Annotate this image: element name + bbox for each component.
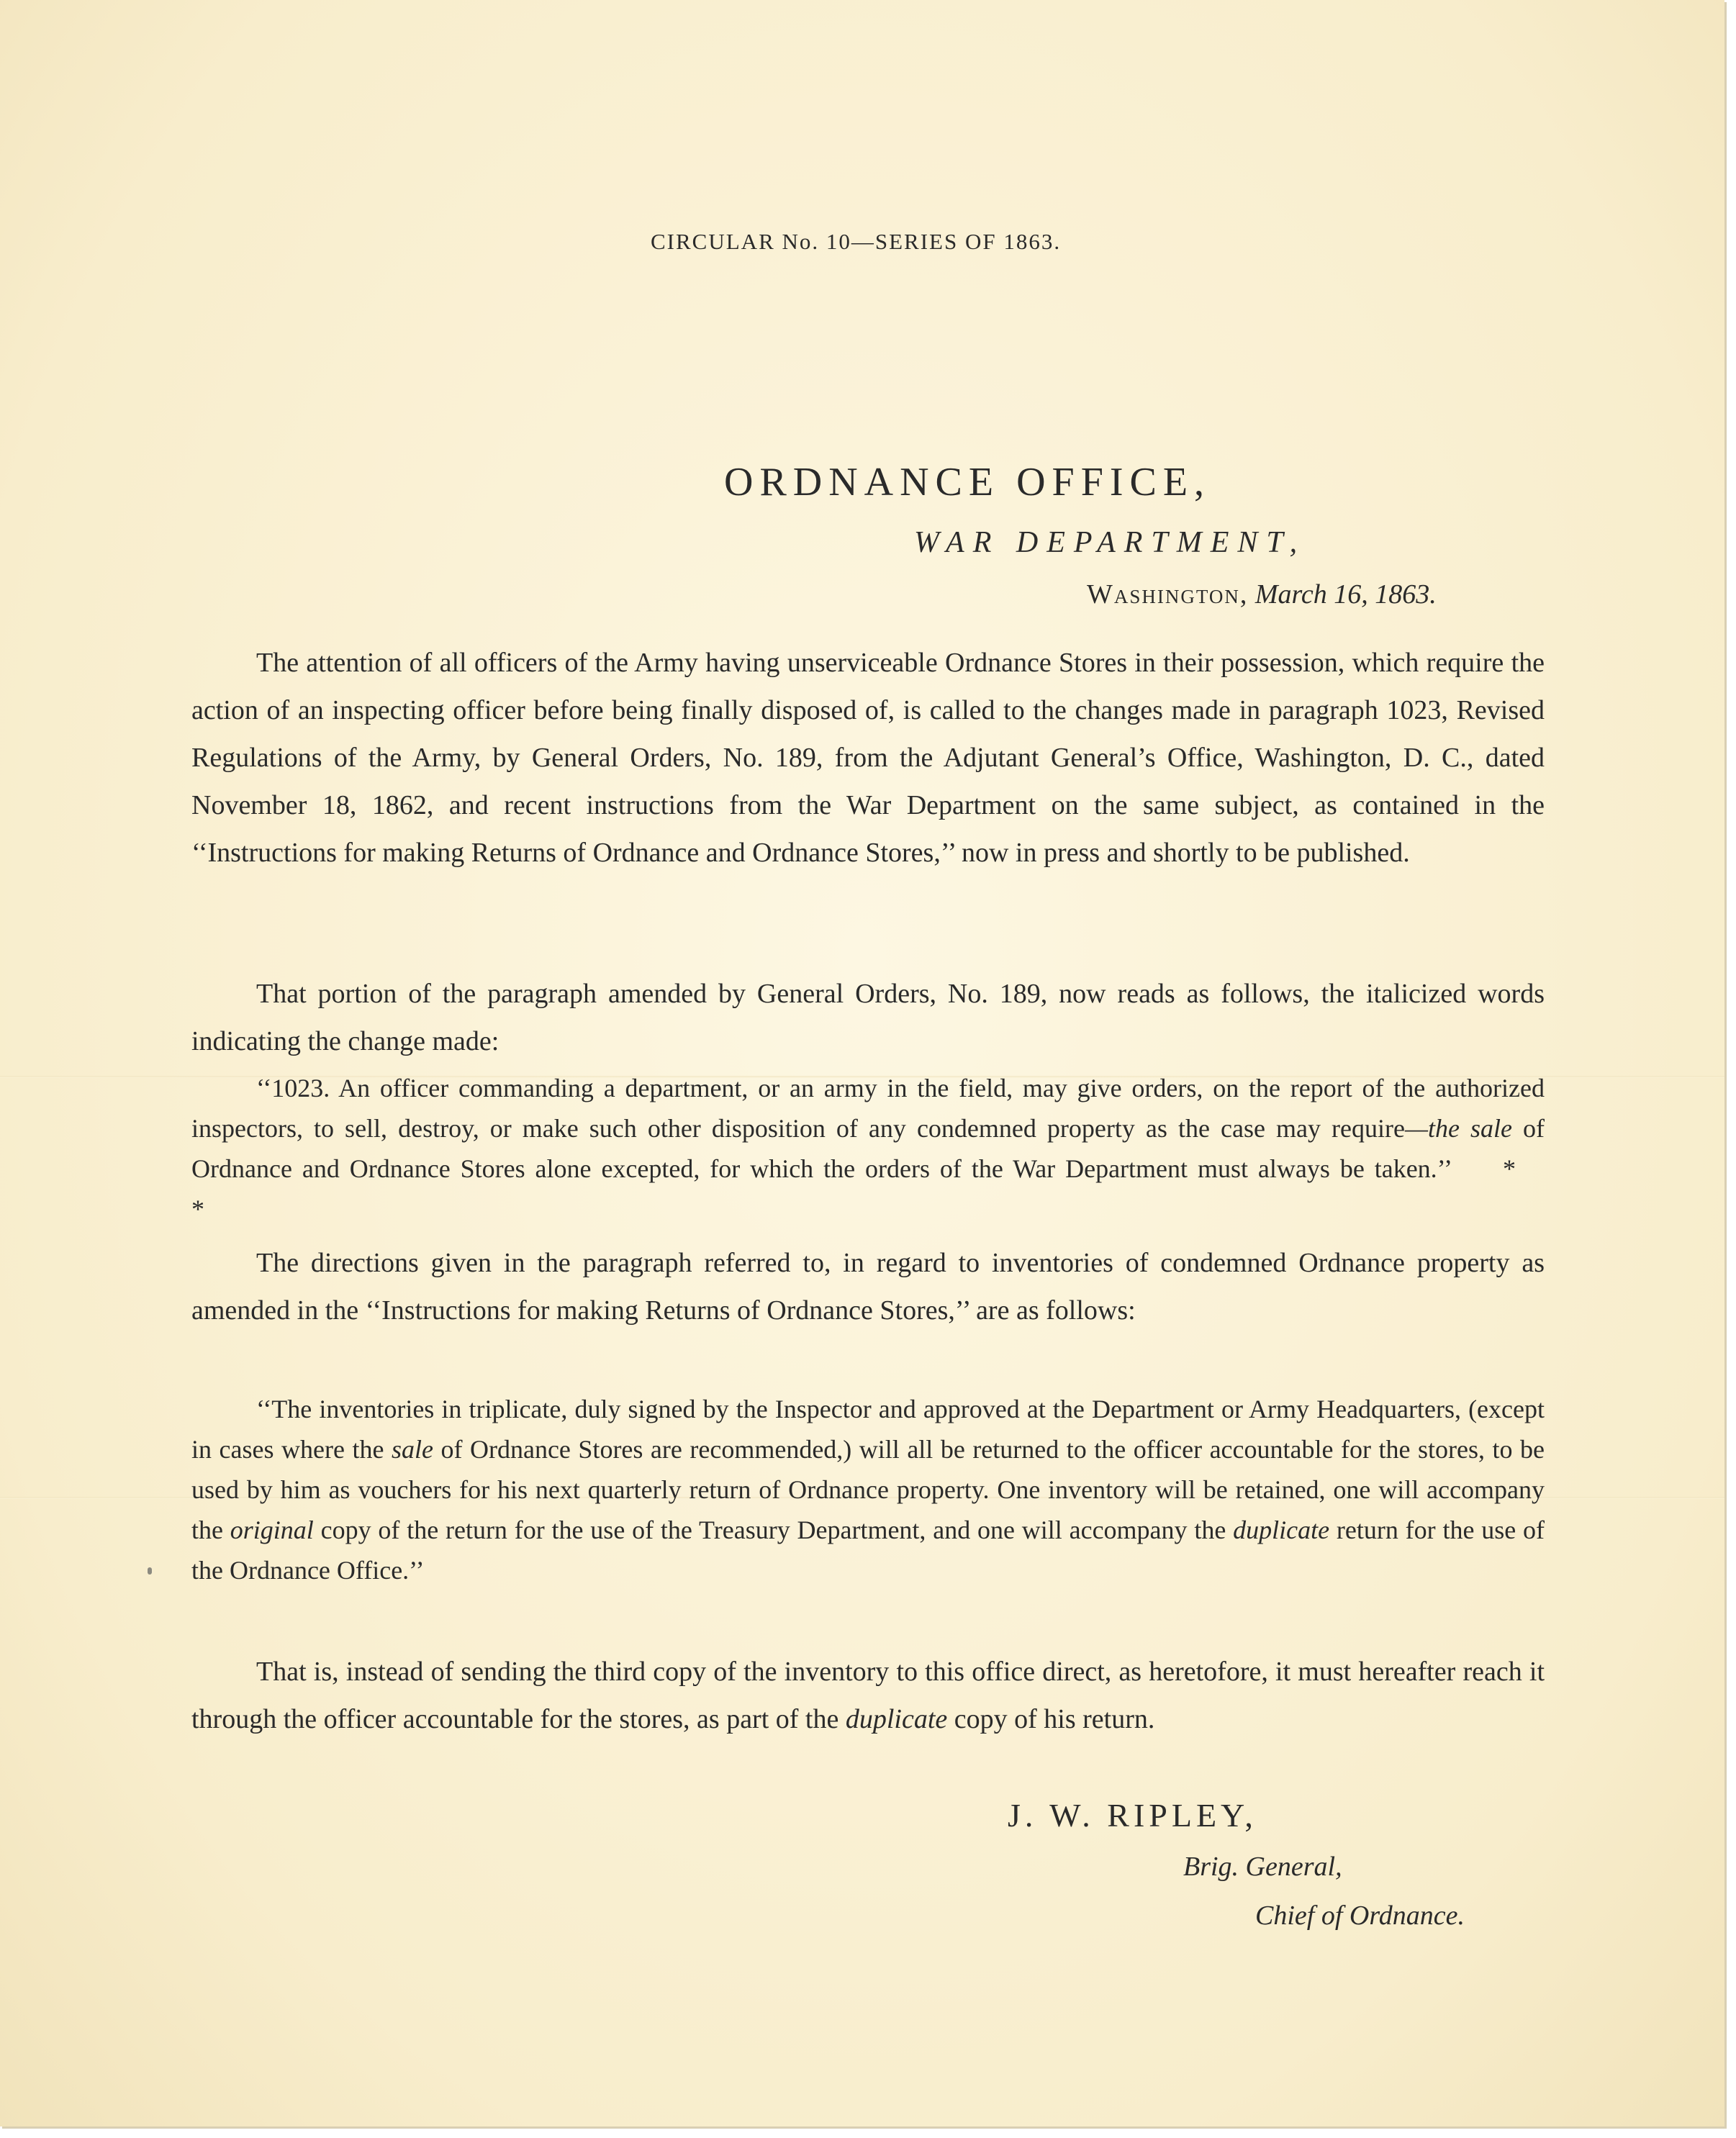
paragraph-4-text-a: That is, instead of sending the third copy of the inventory to this office direct, as heretofore, it must hereafter reach it through the officer accountable for the stores, as part of the bbox=[191, 1657, 1545, 1734]
quote-2-italic-sale: sale bbox=[391, 1435, 433, 1464]
quote-2-text-b: of Ordnance Stores are recommended,) will all be returned to the officer accountable for the stores, to be used by him as vouchers for his next quarterly return of Ordnance property. One inventory will be retained, one will accompany the bbox=[191, 1435, 1545, 1544]
signatory-title: Chief of Ordnance. bbox=[1255, 1901, 1465, 1931]
dateline bbox=[1087, 579, 1437, 610]
quote-2-text-a: ‘‘The inventories in triplicate, duly signed by the Inspector and approved at the Department or Army Headquarters, (except in cases where the bbox=[191, 1395, 1545, 1464]
signatory-rank: Brig. General, bbox=[1183, 1852, 1342, 1882]
paragraph-2: That portion of the paragraph amended by General Orders, No. 189, now reads as follows, the italicized words indicating the change made: bbox=[191, 979, 1545, 1056]
paragraph-4 bbox=[191, 1648, 1545, 1743]
quoted-regulation-1023 bbox=[191, 1068, 1545, 1229]
dateline-date: March 16, 1863. bbox=[1254, 579, 1437, 610]
quote-1-text-end: of Ordnance and Ordnance Stores alone excepted, for which the orders of the War Department must always be taken.’’ bbox=[191, 1114, 1545, 1183]
department-title: WAR DEPARTMENT, bbox=[914, 526, 1306, 559]
quote-2-text-c: copy of the return for the use of the Treasury Department, and one will accompany the bbox=[313, 1516, 1234, 1544]
ink-speck bbox=[148, 1567, 152, 1575]
paragraph-3: The directions given in the paragraph referred to, in regard to inventories of condemned Ordnance property as amended in the ‘‘Instructions for making Returns of Ordnance Stores,’’ are as follows: bbox=[191, 1248, 1545, 1326]
circular-heading: CIRCULAR No. 10—SERIES OF 1863. bbox=[651, 229, 1062, 254]
omission-stars: * * bbox=[191, 1154, 1545, 1223]
office-title: ORDNANCE OFFICE, bbox=[724, 460, 1211, 504]
quote-1-text: ‘‘1023. An officer commanding a department, or an army in the field, may give orders, on the report of the authorized inspectors, to sell, destroy, or make such other disposition of any condemned property as the case may require bbox=[191, 1074, 1545, 1143]
paragraph-4-text-b: copy of his return. bbox=[947, 1704, 1155, 1734]
signatory-name: J. W. RIPLEY, bbox=[1008, 1797, 1257, 1834]
quote-2-text-d: return for the use of the Ordnance Office.’’ bbox=[191, 1516, 1545, 1585]
quote-2-italic-duplicate: duplicate bbox=[1233, 1516, 1330, 1544]
quote-1-italic: —the sale bbox=[1404, 1114, 1512, 1143]
paragraph-1: The attention of all officers of the Army having unserviceable Ordnance Stores in their possession, which require the action of an inspecting officer before being finally disposed of, is called to the changes made in paragraph 1023, Revised Regulations of the Army, by General Orders, No. 189, from the Adjutant General’s Office, Washington, D. C., dated November 18, 1862, and recent instructions from the War Department on the same subject, as contained in the ‘‘Instructions for making Returns of Ordnance and Ordnance Stores,’’ now in press and shortly to be published. bbox=[191, 648, 1545, 868]
quoted-instructions bbox=[191, 1389, 1545, 1590]
quote-2-italic-original: original bbox=[230, 1516, 314, 1544]
paragraph-4-italic-duplicate: duplicate bbox=[845, 1704, 948, 1734]
dateline-place: Washington, bbox=[1087, 579, 1249, 610]
